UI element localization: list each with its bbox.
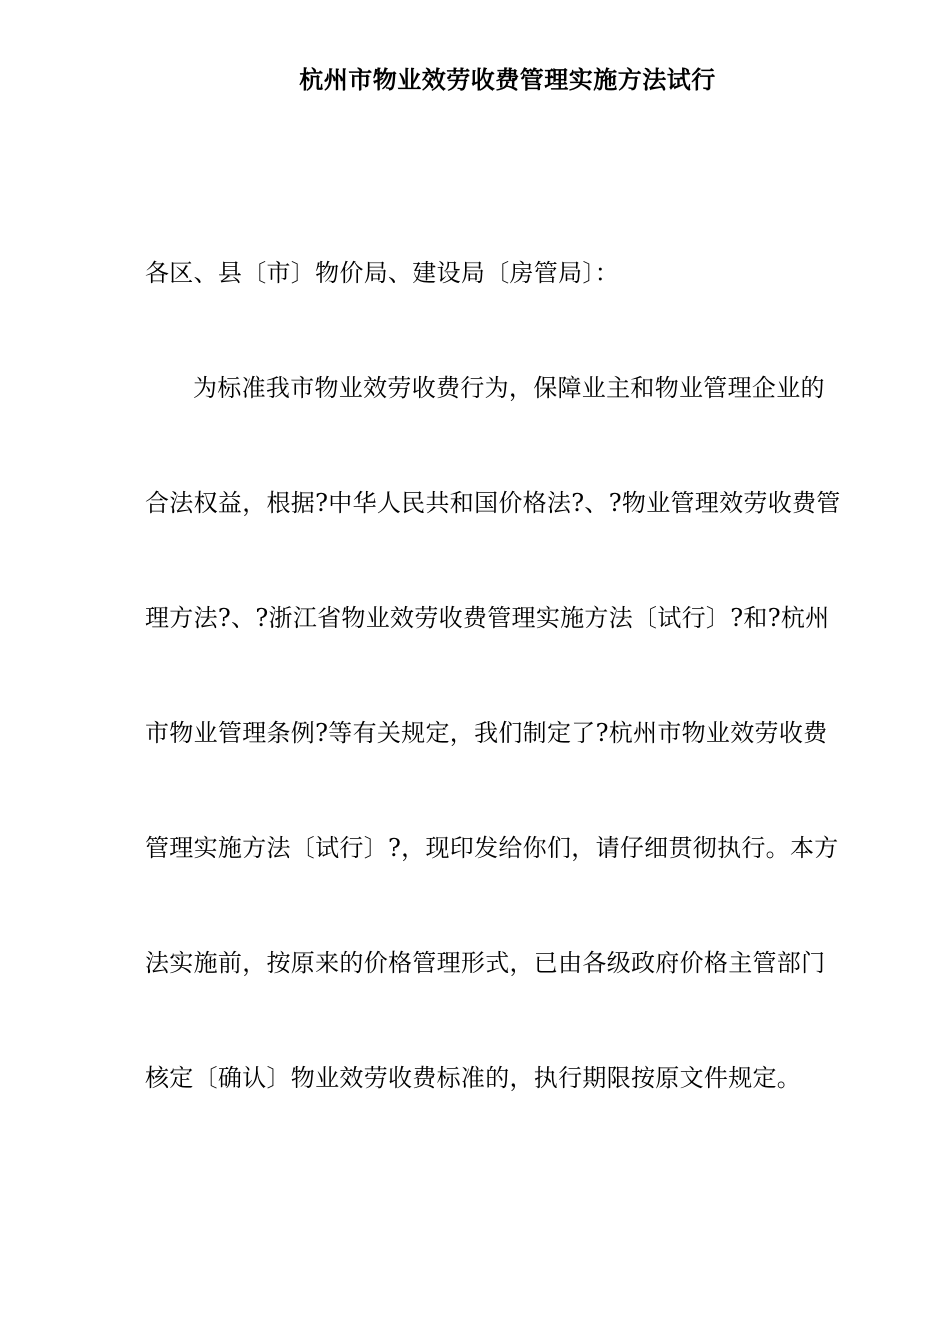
body-line: 法实施前，按原来的价格管理形式，已由各级政府价格主管部门 [145,949,826,977]
body-line: 核定〔确认〕物业效劳收费标准的，执行期限按原文件规定。 [145,1064,802,1092]
body-line: 管理实施方法〔试行〕?，现印发给你们，请仔细贯彻执行。本方 [145,834,839,862]
document-title: 杭州市物业效劳收费管理实施方法试行 [299,65,716,94]
body-line: 市物业管理条例?等有关规定，我们制定了?杭州市物业效劳收费 [145,719,828,747]
body-line: 理方法?、?浙江省物业效劳收费管理实施方法〔试行〕?和?杭州 [145,604,830,632]
body-line: 合法权益，根据?中华人民共和国价格法?、?物业管理效劳收费管 [145,489,841,517]
salutation: 各区、县〔市〕物价局、建设局〔房管局〕： [145,259,619,287]
body-line: 为标准我市物业效劳收费行为，保障业主和物业管理企业的 [193,374,825,402]
